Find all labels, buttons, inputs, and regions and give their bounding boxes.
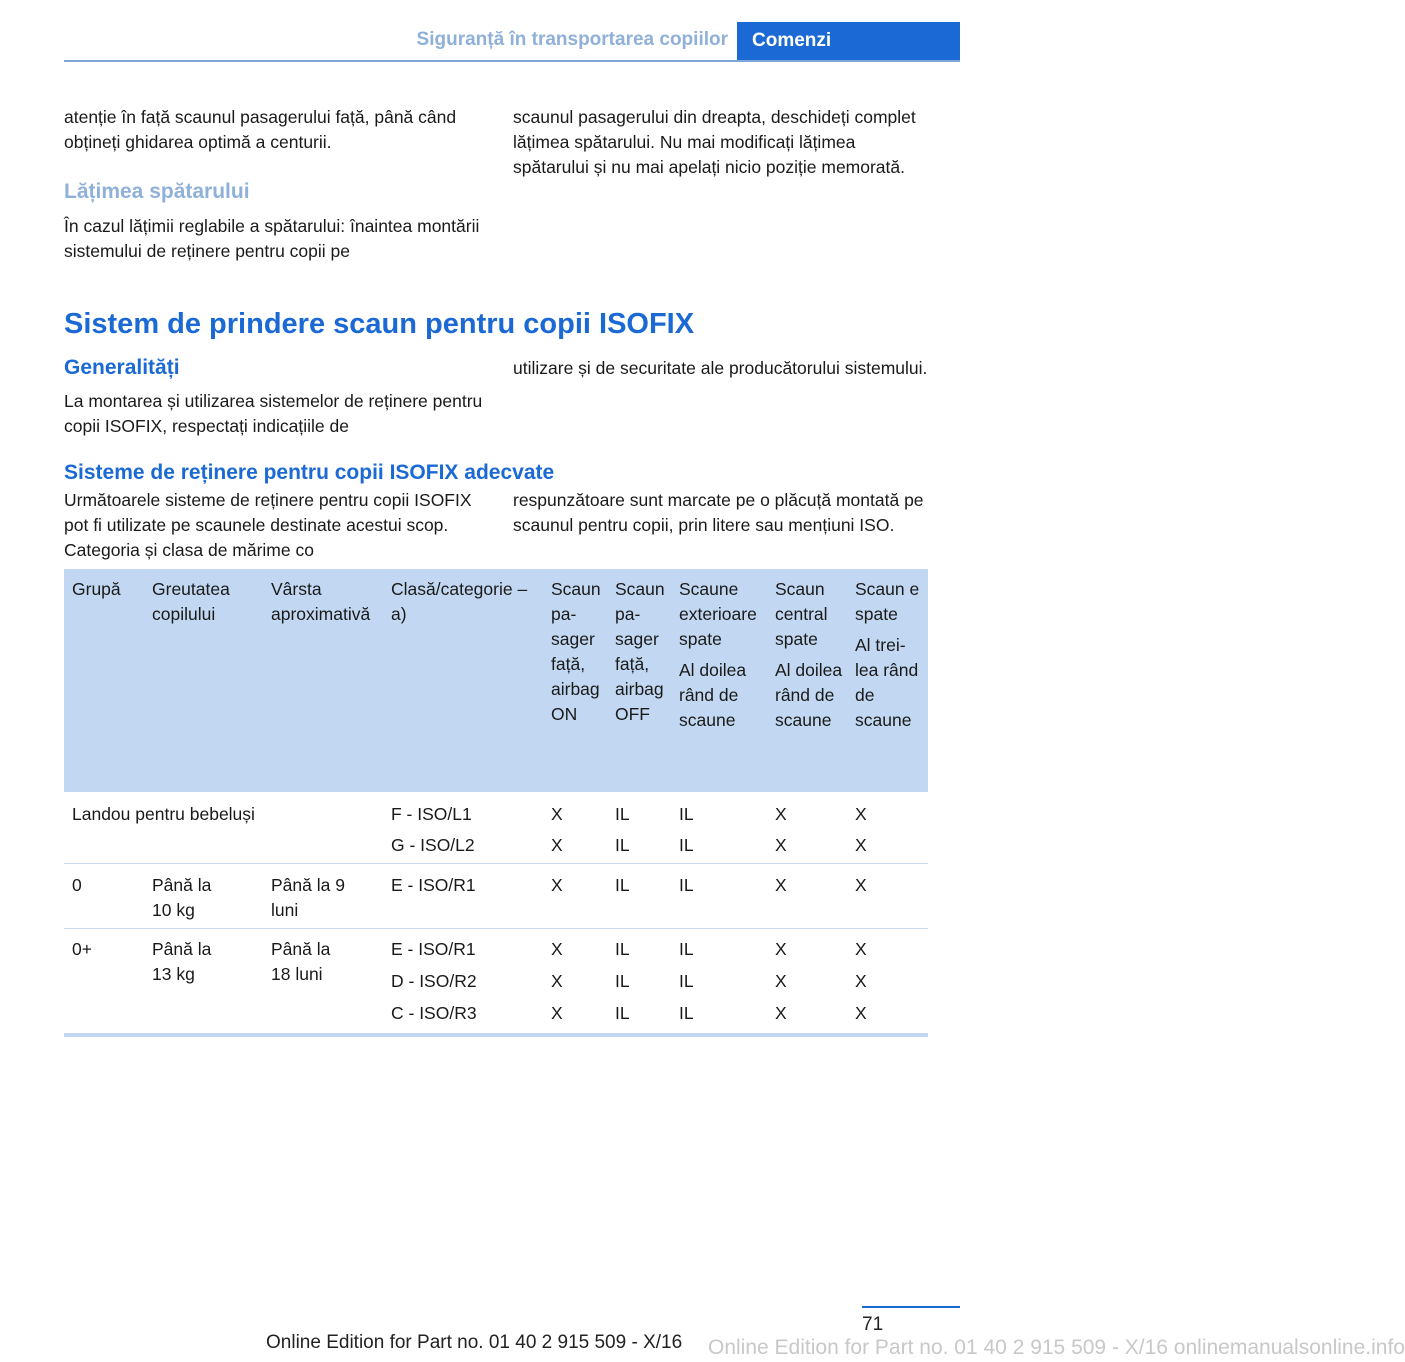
row2-class-1: E - ISO/R1 [391,875,476,895]
row1-rear-center-1: X [775,804,787,824]
header-rear-center [775,577,847,733]
row1-rear-outer-1: IL [679,804,694,824]
header-rear-center-row: Al doilea rând de scaune [775,660,843,730]
header-rear-third-row: Al treilea rând de scaune [855,635,919,730]
row3-rear-outer-2: IL [679,971,694,991]
row3-rear-outer-3: IL [679,1003,694,1023]
row1-group: Landou pentru bebeluși [72,804,255,824]
row3-rear-center-2: X [775,971,787,991]
row2-front-on-1: X [551,875,563,895]
suitable-left-paragraph: Următoarele sisteme de reținere pentru copii ISOFIX pot fi utilizate pe scaunele destinate acestui scop. Categoria și clasa de mărime co [64,490,472,560]
row3-class-2: D - ISO/R2 [391,971,477,991]
footer-rule [862,1306,960,1308]
header-class: Clasă/categorie – a) [391,579,528,624]
row1-rear-third-2: X [855,835,867,855]
suitable-systems-heading: Sisteme de reținere pentru copii ISOFIX adecvate [64,461,555,484]
row3-front-on-3: X [551,1003,563,1023]
running-header-section: Siguranță în transportarea copiilor [416,29,728,50]
row2-rear-outer-1: IL [679,875,694,895]
row1-front-off-2: IL [615,835,630,855]
header-rear-third [855,577,923,733]
row3-front-on-1: X [551,939,563,959]
row1-rear-center-2: X [775,835,787,855]
intro-left-paragraph: atenție în față scaunul pasagerului față, până când obțineți ghidarea optimă a centurii. [64,107,457,152]
row1-front-off-1: IL [615,804,630,824]
isofix-section-title: Sistem de prindere scaun pentru copii ISOFIX [64,308,695,340]
row1-class-2: G - ISO/L2 [391,835,475,855]
header-rear-outer-row: Al doilea rând de scaune [679,660,747,730]
header-rear-center-title: Scaun central spate [775,579,828,649]
general-heading: Generalități [64,356,180,379]
table-bottom-rule [64,1033,928,1037]
intro-left-paragraph-2: În cazul lățimii reglabile a spătarului: înaintea montării sistemului de reținere pentru copii pe [64,216,480,261]
row3-class-1: E - ISO/R1 [391,939,476,959]
general-left-paragraph: La montarea și utilizarea sistemelor de reținere pentru copii ISOFIX, respectați indicațiile de [64,391,483,436]
row2-group: 0 [72,875,82,895]
row-divider [64,928,928,929]
page-number: 71 [862,1314,884,1335]
row3-rear-third-2: X [855,971,867,991]
suitable-right-paragraph: respunzătoare sunt marcate pe o plăcuță montată pe scaunul pentru copii, prin litere sau mențiuni ISO. [513,490,924,535]
edition-note: Online Edition for Part no. 01 40 2 915 509 - X/16 [266,1332,683,1353]
header-front-airbag-on: Scaun pasager față, airbag ON [551,579,601,724]
row3-weight: Până la 13 kg [152,939,212,984]
row1-rear-third-1: X [855,804,867,824]
chapter-tab: Comenzi [737,22,960,62]
header-rear-outer-title: Scaune exterioare spate [679,579,757,649]
row3-class-3: C - ISO/R3 [391,1003,477,1023]
backrest-width-heading: Lățimea spătarului [64,180,250,203]
row3-group: 0+ [72,939,92,959]
header-rear-third-title: Scaun e spate [855,579,920,624]
header-front-airbag-off: Scaun pasager față, airbag OFF [615,579,665,724]
header-rear-outer [679,577,765,733]
row1-class-1: F - ISO/L1 [391,804,472,824]
row3-front-on-2: X [551,971,563,991]
row3-age: Până la 18 luni [271,939,331,984]
row3-rear-outer-1: IL [679,939,694,959]
row2-rear-third-1: X [855,875,867,895]
watermark: Online Edition for Part no. 01 40 2 915 509 - X/16 onlinemanualsonline.info [708,1336,1405,1359]
row2-rear-center-1: X [775,875,787,895]
row1-rear-outer-2: IL [679,835,694,855]
row3-front-off-2: IL [615,971,630,991]
row3-rear-center-3: X [775,1003,787,1023]
row1-front-on-2: X [551,835,563,855]
general-right-paragraph: utilizare și de securitate ale producătorului sistemului. [513,358,928,378]
header-age: Vârsta aproximativă [271,579,371,624]
row-divider [64,863,928,864]
row2-age: Până la 9 luni [271,875,345,920]
intro-right-paragraph: scaunul pasagerului din dreapta, deschideți complet lățimea spătarului. Nu mai modificați lățimea spătarului și nu mai apelați nicio poziție memorată. [513,107,916,177]
row3-rear-third-3: X [855,1003,867,1023]
row3-front-off-3: IL [615,1003,630,1023]
header-group: Grupă [72,579,121,599]
row2-front-off-1: IL [615,875,630,895]
row3-rear-third-1: X [855,939,867,959]
row3-front-off-1: IL [615,939,630,959]
header-rule [64,60,960,62]
row1-front-on-1: X [551,804,563,824]
header-weight: Greutatea copilului [152,579,230,624]
row3-rear-center-1: X [775,939,787,959]
row2-weight: Până la 10 kg [152,875,212,920]
